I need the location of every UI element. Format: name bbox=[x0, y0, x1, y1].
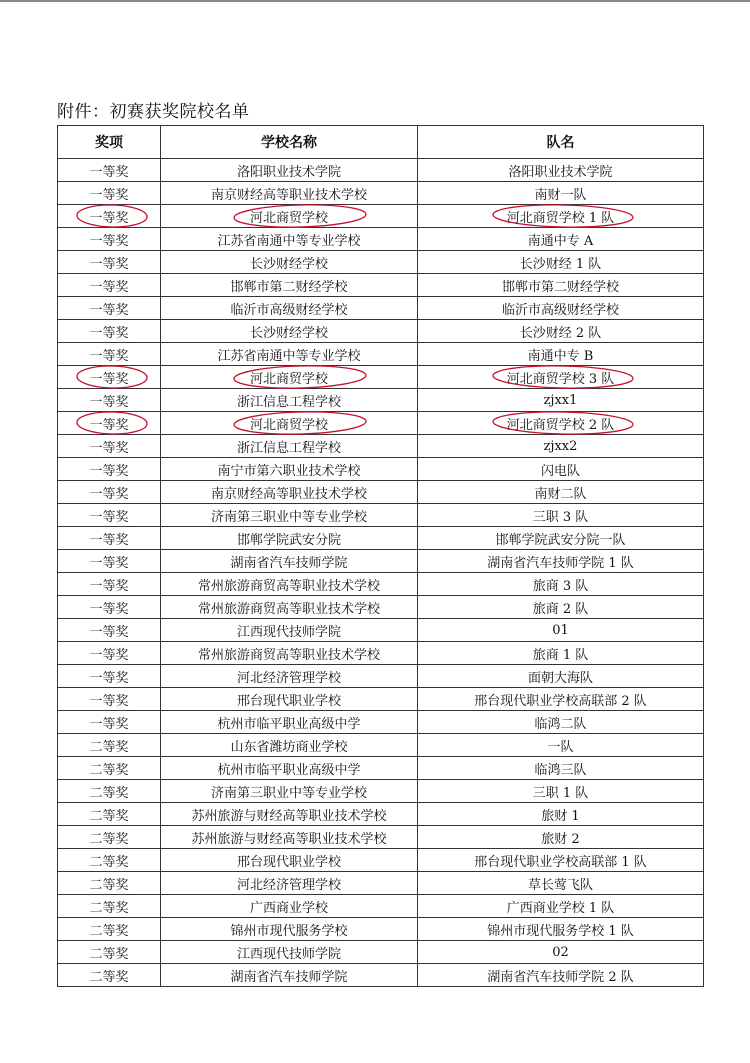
table-row bbox=[58, 274, 704, 297]
award-cell: 一等奖 bbox=[58, 274, 161, 297]
team-name-cell: 南财二队 bbox=[418, 481, 704, 504]
team-name-cell: 01 bbox=[418, 619, 704, 642]
team-name-cell: 临鸿二队 bbox=[418, 711, 704, 734]
table-row bbox=[58, 895, 704, 918]
table-row bbox=[58, 688, 704, 711]
team-name-cell: zjxx2 bbox=[418, 435, 704, 458]
document-title: 附件：初赛获奖院校名单 bbox=[57, 102, 250, 122]
team-name-cell: 湖南省汽车技师学院 1 队 bbox=[418, 550, 704, 573]
team-name-cell: 草长莺飞队 bbox=[418, 872, 704, 895]
team-name-cell: 湖南省汽车技师学院 2 队 bbox=[418, 964, 704, 987]
table-row bbox=[58, 573, 704, 596]
school-name-cell: 江西现代技师学院 bbox=[161, 941, 418, 964]
table-row bbox=[58, 504, 704, 527]
award-cell: 一等奖 bbox=[58, 366, 161, 389]
team-name-cell: 河北商贸学校 3 队 bbox=[418, 366, 704, 389]
award-cell: 一等奖 bbox=[58, 573, 161, 596]
school-name-cell: 济南第三职业中等专业学校 bbox=[161, 780, 418, 803]
award-cell: 一等奖 bbox=[58, 205, 161, 228]
team-name-cell: 三职 3 队 bbox=[418, 504, 704, 527]
table-row bbox=[58, 918, 704, 941]
table-row bbox=[58, 780, 704, 803]
school-name-cell: 江苏省南通中等专业学校 bbox=[161, 228, 418, 251]
team-name-cell: 锦州市现代服务学校 1 队 bbox=[418, 918, 704, 941]
team-name-cell: 广西商业学校 1 队 bbox=[418, 895, 704, 918]
table-row bbox=[58, 297, 704, 320]
table-row bbox=[58, 527, 704, 550]
award-table bbox=[57, 125, 704, 987]
award-cell: 一等奖 bbox=[58, 642, 161, 665]
award-cell: 一等奖 bbox=[58, 596, 161, 619]
school-name-cell: 常州旅游商贸高等职业技术学校 bbox=[161, 642, 418, 665]
table-row bbox=[58, 320, 704, 343]
school-name-cell: 浙江信息工程学校 bbox=[161, 435, 418, 458]
award-cell: 二等奖 bbox=[58, 826, 161, 849]
team-name-cell: 南财一队 bbox=[418, 182, 704, 205]
table-row bbox=[58, 849, 704, 872]
school-name-cell: 杭州市临平职业高级中学 bbox=[161, 757, 418, 780]
award-cell: 二等奖 bbox=[58, 849, 161, 872]
table-row bbox=[58, 159, 704, 182]
school-name-cell: 长沙财经学校 bbox=[161, 320, 418, 343]
team-name-cell: 临沂市高级财经学校 bbox=[418, 297, 704, 320]
team-name-cell: zjxx1 bbox=[418, 389, 704, 412]
top-border-line bbox=[0, 0, 750, 2]
team-name-cell: 旅财 2 bbox=[418, 826, 704, 849]
school-name-cell: 南京财经高等职业技术学校 bbox=[161, 481, 418, 504]
award-cell: 一等奖 bbox=[58, 688, 161, 711]
table-row bbox=[58, 228, 704, 251]
award-cell: 二等奖 bbox=[58, 918, 161, 941]
school-name-cell: 邢台现代职业学校 bbox=[161, 849, 418, 872]
award-cell: 二等奖 bbox=[58, 757, 161, 780]
team-name-cell: 旅商 1 队 bbox=[418, 642, 704, 665]
table-body bbox=[58, 159, 704, 987]
team-name-cell: 闪电队 bbox=[418, 458, 704, 481]
header-award: 奖项 bbox=[58, 126, 161, 159]
school-name-cell: 河北经济管理学校 bbox=[161, 665, 418, 688]
school-name-cell: 南宁市第六职业技术学校 bbox=[161, 458, 418, 481]
award-cell: 一等奖 bbox=[58, 665, 161, 688]
table-row bbox=[58, 665, 704, 688]
award-cell: 二等奖 bbox=[58, 895, 161, 918]
team-name-cell: 面朝大海队 bbox=[418, 665, 704, 688]
school-name-cell: 河北经济管理学校 bbox=[161, 872, 418, 895]
table-row bbox=[58, 941, 704, 964]
table-row bbox=[58, 757, 704, 780]
award-cell: 二等奖 bbox=[58, 872, 161, 895]
award-cell: 一等奖 bbox=[58, 343, 161, 366]
team-name-cell: 长沙财经 2 队 bbox=[418, 320, 704, 343]
table-row bbox=[58, 458, 704, 481]
award-cell: 一等奖 bbox=[58, 389, 161, 412]
school-name-cell: 临沂市高级财经学校 bbox=[161, 297, 418, 320]
award-cell: 一等奖 bbox=[58, 504, 161, 527]
team-name-cell: 临鸿三队 bbox=[418, 757, 704, 780]
award-cell: 二等奖 bbox=[58, 941, 161, 964]
award-cell: 二等奖 bbox=[58, 734, 161, 757]
team-name-cell: 旅商 2 队 bbox=[418, 596, 704, 619]
table-row bbox=[58, 481, 704, 504]
header-team-name: 队名 bbox=[418, 126, 704, 159]
school-name-cell: 湖南省汽车技师学院 bbox=[161, 964, 418, 987]
school-name-cell: 江西现代技师学院 bbox=[161, 619, 418, 642]
team-name-cell: 邢台现代职业学校高联部 1 队 bbox=[418, 849, 704, 872]
team-name-cell: 洛阳职业技术学院 bbox=[418, 159, 704, 182]
header-school-name: 学校名称 bbox=[161, 126, 418, 159]
team-name-cell: 02 bbox=[418, 941, 704, 964]
school-name-cell: 湖南省汽车技师学院 bbox=[161, 550, 418, 573]
team-name-cell: 旅商 3 队 bbox=[418, 573, 704, 596]
table-row bbox=[58, 734, 704, 757]
school-name-cell: 济南第三职业中等专业学校 bbox=[161, 504, 418, 527]
team-name-cell: 三职 1 队 bbox=[418, 780, 704, 803]
table-row bbox=[58, 435, 704, 458]
award-cell: 一等奖 bbox=[58, 550, 161, 573]
table-row bbox=[58, 642, 704, 665]
school-name-cell: 洛阳职业技术学院 bbox=[161, 159, 418, 182]
school-name-cell: 常州旅游商贸高等职业技术学校 bbox=[161, 596, 418, 619]
school-name-cell: 锦州市现代服务学校 bbox=[161, 918, 418, 941]
award-cell: 一等奖 bbox=[58, 619, 161, 642]
award-cell: 一等奖 bbox=[58, 527, 161, 550]
school-name-cell: 常州旅游商贸高等职业技术学校 bbox=[161, 573, 418, 596]
team-name-cell: 旅财 1 bbox=[418, 803, 704, 826]
school-name-cell: 苏州旅游与财经高等职业技术学校 bbox=[161, 826, 418, 849]
table-row bbox=[58, 550, 704, 573]
award-cell: 一等奖 bbox=[58, 412, 161, 435]
table-header-row bbox=[58, 126, 704, 159]
team-name-cell: 邯郸市第二财经学校 bbox=[418, 274, 704, 297]
award-cell: 一等奖 bbox=[58, 297, 161, 320]
table-row bbox=[58, 826, 704, 849]
award-cell: 一等奖 bbox=[58, 251, 161, 274]
school-name-cell: 山东省潍坊商业学校 bbox=[161, 734, 418, 757]
award-cell: 一等奖 bbox=[58, 320, 161, 343]
table-row bbox=[58, 389, 704, 412]
school-name-cell: 河北商贸学校 bbox=[161, 205, 418, 228]
table-row bbox=[58, 251, 704, 274]
team-name-cell: 邢台现代职业学校高联部 2 队 bbox=[418, 688, 704, 711]
table-row bbox=[58, 803, 704, 826]
team-name-cell: 南通中专 B bbox=[418, 343, 704, 366]
table-row bbox=[58, 412, 704, 435]
team-name-cell: 南通中专 A bbox=[418, 228, 704, 251]
team-name-cell: 长沙财经 1 队 bbox=[418, 251, 704, 274]
award-cell: 一等奖 bbox=[58, 481, 161, 504]
award-cell: 一等奖 bbox=[58, 711, 161, 734]
school-name-cell: 邢台现代职业学校 bbox=[161, 688, 418, 711]
award-cell: 一等奖 bbox=[58, 458, 161, 481]
award-cell: 二等奖 bbox=[58, 803, 161, 826]
table-row bbox=[58, 872, 704, 895]
team-name-cell: 邯郸学院武安分院一队 bbox=[418, 527, 704, 550]
table-row bbox=[58, 366, 704, 389]
school-name-cell: 邯郸市第二财经学校 bbox=[161, 274, 418, 297]
award-cell: 二等奖 bbox=[58, 780, 161, 803]
table-row bbox=[58, 619, 704, 642]
award-cell: 一等奖 bbox=[58, 435, 161, 458]
award-cell: 一等奖 bbox=[58, 228, 161, 251]
school-name-cell: 河北商贸学校 bbox=[161, 412, 418, 435]
team-name-cell: 河北商贸学校 1 队 bbox=[418, 205, 704, 228]
table-row bbox=[58, 596, 704, 619]
table-row bbox=[58, 711, 704, 734]
award-cell: 一等奖 bbox=[58, 182, 161, 205]
team-name-cell: 一队 bbox=[418, 734, 704, 757]
table-row bbox=[58, 182, 704, 205]
table-row bbox=[58, 205, 704, 228]
school-name-cell: 邯郸学院武安分院 bbox=[161, 527, 418, 550]
school-name-cell: 浙江信息工程学校 bbox=[161, 389, 418, 412]
school-name-cell: 苏州旅游与财经高等职业技术学校 bbox=[161, 803, 418, 826]
school-name-cell: 河北商贸学校 bbox=[161, 366, 418, 389]
award-cell: 一等奖 bbox=[58, 159, 161, 182]
award-cell: 二等奖 bbox=[58, 964, 161, 987]
table-row bbox=[58, 343, 704, 366]
school-name-cell: 南京财经高等职业技术学校 bbox=[161, 182, 418, 205]
school-name-cell: 杭州市临平职业高级中学 bbox=[161, 711, 418, 734]
school-name-cell: 广西商业学校 bbox=[161, 895, 418, 918]
school-name-cell: 长沙财经学校 bbox=[161, 251, 418, 274]
team-name-cell: 河北商贸学校 2 队 bbox=[418, 412, 704, 435]
school-name-cell: 江苏省南通中等专业学校 bbox=[161, 343, 418, 366]
table-row bbox=[58, 964, 704, 987]
